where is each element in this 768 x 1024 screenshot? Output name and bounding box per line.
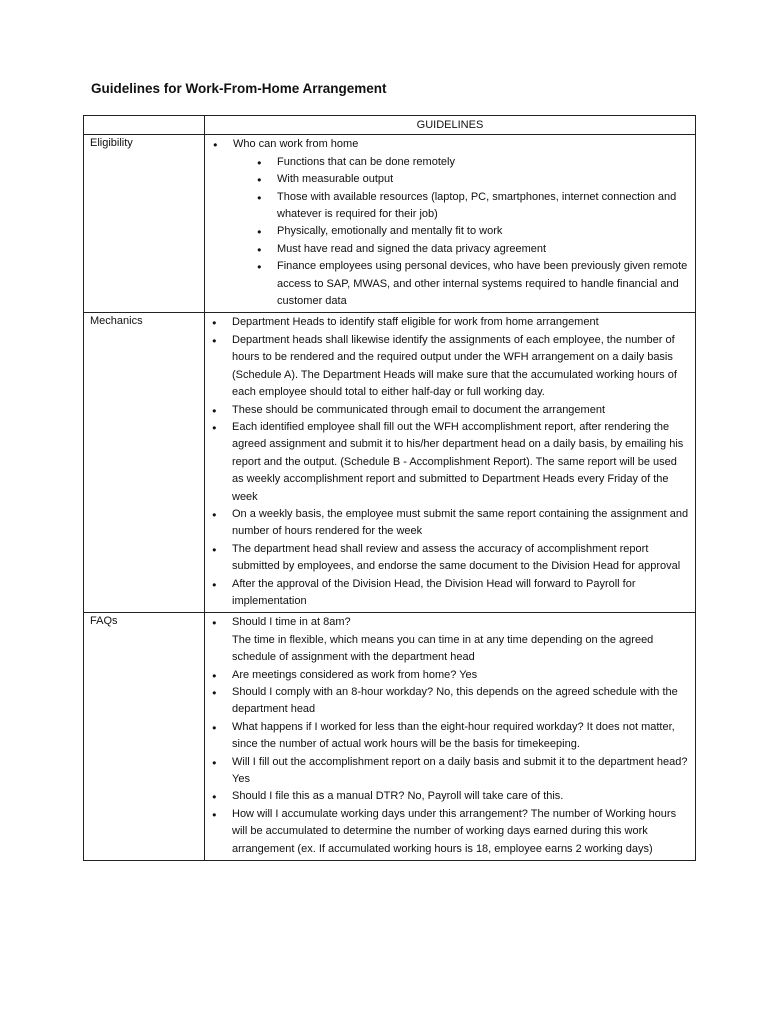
list-item: ● Are meetings considered as work from home? Yes [211,667,691,684]
eligibility-sublist [233,154,691,311]
table-header: GUIDELINES [205,116,696,135]
list-item: ● Must have read and signed the data privacy agreement [233,241,691,258]
list-item: ● What happens if I worked for less than the eight-hour required workday? It does not matter, since the number of actual work hours will be the basis for timekeeping. [211,719,691,754]
eligibility-list [211,136,691,310]
list-item: ● How will I accumulate working days under this arrangement? The number of Working hours will be accumulated to determine the number of working days earned during this work arrangement (ex. If accumulated working hours is 18, employee earns 2 working days) [211,806,691,858]
list-item: ● The department head shall review and assess the accuracy of accomplishment report submitted by employees, and endorse the same document to the Division Head for approval [211,541,691,576]
list-item: ● Department Heads to identify staff eligible for work from home arrangement [211,314,691,331]
list-item [211,136,691,310]
list-item: ● Physically, emotionally and mentally fit to work [233,223,691,240]
list-item: ● After the approval of the Division Head, the Division Head will forward to Payroll for implementation [211,576,691,611]
list-item: ● Department heads shall likewise identify the assignments of each employee, the number of hours to be rendered and the required output under the WFH arrangement on a daily basis (Schedule A). The Department Heads will make sure that the accumulated working hours of each employee should total to either half-day or full working day. [211,332,691,402]
faqs-row [84,613,696,861]
table-header-row [84,116,696,135]
faqs-label: FAQs [84,613,205,861]
list-item: ● Each identified employee shall fill out the WFH accomplishment report, after rendering the agreed assignment and submit it to his/her department head on a daily basis, by emailing his report and the output. (Schedule B - Accomplishment Report). The same report will be used as weekly accomplishment report and submitted to Department Heads every Friday of the week [211,419,691,506]
header-empty-cell [84,116,205,135]
list-item: ● With measurable output [233,171,691,188]
list-item [211,614,691,666]
eligibility-label: Eligibility [84,135,205,313]
list-item: ● On a weekly basis, the employee must submit the same report containing the assignment and number of hours rendered for the week [211,506,691,541]
list-item: ● Will I fill out the accomplishment report on a daily basis and submit it to the department head? Yes [211,754,691,789]
list-item: ● These should be communicated through email to document the arrangement [211,402,691,419]
faq-answer: The time in flexible, which means you can time in at any time depending on the agreed schedule of assignment with the department head [232,633,654,664]
eligibility-row [84,135,696,313]
guidelines-table [83,115,696,861]
list-item: ● Those with available resources (laptop, PC, smartphones, internet connection and whatever is required for their job) [233,189,691,224]
faqs-content [205,613,696,861]
eligibility-content [205,135,696,313]
mechanics-content [205,313,696,613]
mechanics-row [84,313,696,613]
mechanics-list [211,314,691,610]
list-item: ● Should I comply with an 8-hour workday? No, this depends on the agreed schedule with the department head [211,684,691,719]
eligibility-lead: Who can work from home [233,138,359,151]
list-item: ● Finance employees using personal devices, who have been previously given remote access to SAP, MWAS, and other internal systems required to handle financial and customer data [233,258,691,310]
faq-question: ● Should I time in at 8am? [232,616,351,629]
document-title: Guidelines for Work-From-Home Arrangement [91,81,387,96]
list-item: ● Functions that can be done remotely [233,154,691,171]
faqs-list [211,614,691,858]
mechanics-label: Mechanics [84,313,205,613]
list-item: ● Should I file this as a manual DTR? No, Payroll will take care of this. [211,788,691,805]
